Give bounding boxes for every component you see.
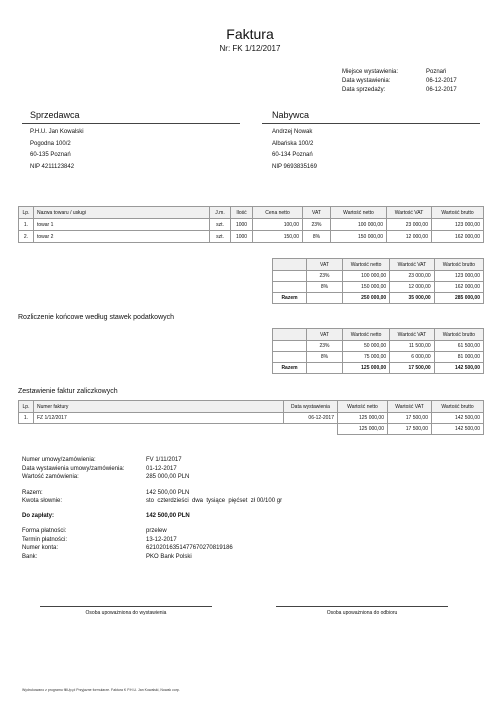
seller-nip: NIP 4211123842 (30, 163, 75, 170)
buyer-city: 60-134 Poznań (272, 152, 313, 158)
cell (284, 424, 338, 435)
col-vat: VAT (303, 207, 331, 219)
items-header-row (19, 207, 484, 219)
order-number-row (22, 456, 282, 465)
cell: 150 000,00 (343, 282, 390, 293)
total-label: Razem (273, 363, 307, 374)
meta-value: Poznań (426, 69, 447, 75)
invoice-meta (342, 68, 457, 95)
cell: 100 000,00 (343, 271, 390, 282)
cell: szt. (210, 219, 231, 231)
advance-header-row (19, 401, 484, 413)
total-row (22, 489, 282, 498)
col-lp: Lp. (19, 401, 34, 413)
col-vat-value: Wartość VAT (390, 329, 435, 341)
table-row (19, 413, 484, 424)
label: Termin płatności: (22, 536, 68, 543)
col-vat-value: Wartość VAT (388, 401, 432, 413)
amount-in-words-row (22, 497, 282, 506)
label: Numer konta: (22, 545, 59, 551)
col-gross-value: Wartość brutto (434, 329, 483, 341)
value: 62102016351477670270819186 (146, 545, 233, 551)
col-vat-value: Wartość VAT (387, 207, 432, 219)
total-vat: 35 000,00 (390, 293, 435, 304)
cell (19, 424, 34, 435)
col-vat-value: Wartość VAT (390, 259, 435, 271)
value: 285 000,00 PLN (146, 474, 190, 480)
cell: 8% (307, 282, 343, 293)
advance-invoices-table (18, 400, 484, 435)
receiver-signature-label: Osoba upoważniona do odbioru (326, 610, 398, 616)
cell: 06-12-2017 (284, 413, 338, 424)
cell: 6 000,00 (390, 352, 435, 363)
meta-label: Data wystawienia: (342, 78, 391, 84)
payment-due-row (22, 536, 282, 545)
cell: 50 000,00 (343, 341, 390, 352)
col-vat: VAT (307, 329, 343, 341)
issuer-signature-label: Osoba upoważniona do wystawienia (85, 610, 167, 616)
label: Bank: (22, 553, 38, 560)
cell: 81 000,00 (434, 352, 483, 363)
seller-details (30, 127, 84, 173)
cell: 1000 (231, 219, 253, 231)
buyer-street: Albańska 100/2 (272, 140, 314, 147)
total-vat: 17 500,00 (388, 424, 432, 435)
cell: 150 000,00 (331, 231, 387, 243)
col-net-value: Wartość netto (343, 329, 390, 341)
order-value-row (22, 473, 282, 482)
receiver-signature-line (276, 606, 448, 607)
col-net-price: Cena netto (253, 207, 303, 219)
col-qty: Ilość (231, 207, 253, 219)
account-row (22, 544, 282, 553)
cell (307, 293, 343, 304)
cell: 23% (307, 271, 343, 282)
col-gross-value: Wartość brutto (432, 401, 484, 413)
seller-city: 60-135 Poznań (30, 152, 71, 158)
col-net-value: Wartość netto (343, 259, 390, 271)
seller-divider (22, 123, 240, 124)
cell: 123 000,00 (434, 271, 483, 282)
meta-issue-date (342, 77, 457, 86)
cell: 8% (307, 352, 343, 363)
total-vat: 17 500,00 (390, 363, 435, 374)
cell: 12 000,00 (390, 282, 435, 293)
label: Numer umowy/zamówienia: (22, 457, 96, 463)
col-lp: Lp. (19, 207, 34, 219)
cell: 150,00 (253, 231, 303, 243)
cell: 17 500,00 (388, 413, 432, 424)
cell: 1. (19, 413, 34, 424)
cell: 12 000,00 (387, 231, 432, 243)
cell: 23% (307, 341, 343, 352)
label: Razem: (22, 489, 43, 496)
total-gross: 285 000,00 (434, 293, 483, 304)
value: 13-12-2017 (146, 536, 177, 543)
value: 01-12-2017 (146, 465, 177, 472)
value: 142 500,00 PLN (146, 489, 190, 496)
cell: 125 000,00 (338, 413, 388, 424)
label: Wartość zamówienia: (22, 474, 79, 480)
total-net: 125 000,00 (338, 424, 388, 435)
cell: 162 000,00 (432, 231, 484, 243)
payment-summary (22, 456, 282, 561)
print-footer: Wydrukowano z programu fillUp.pl Przyjazne formularze. Faktura K P.H.U. Jan Kowalski, Nowak corp. (22, 688, 180, 692)
cell: szt. (210, 231, 231, 243)
advance-invoices-heading: Zestawienie faktur zaliczkowych (18, 388, 118, 395)
items-table (18, 206, 484, 243)
cell: 100 000,00 (331, 219, 387, 231)
buyer-heading: Nabywca (272, 110, 310, 120)
col-invoice-number: Numer faktury (34, 401, 284, 413)
seller-street: Pogodna 100/2 (30, 140, 71, 147)
total-gross: 142 500,00 (434, 363, 483, 374)
table-row (19, 219, 484, 231)
bank-row (22, 553, 282, 562)
seller-heading: Sprzedawca (30, 110, 80, 120)
table-row (273, 341, 484, 352)
col-gross-value: Wartość brutto (432, 207, 484, 219)
cell: FZ 1/12/2017 (34, 413, 284, 424)
cell: 100,00 (253, 219, 303, 231)
total-net: 125 000,00 (343, 363, 390, 374)
col-gross-value: Wartość brutto (434, 259, 483, 271)
total-label: Razem (273, 293, 307, 304)
meta-value: 06-12-2017 (426, 78, 457, 84)
col-name: Nazwa towaru / usługi (34, 207, 210, 219)
label: Do zapłaty: (22, 512, 55, 519)
label: Forma płatności: (22, 528, 67, 534)
meta-value: 06-12-2017 (426, 87, 457, 93)
value: FV 1/11/2017 (146, 457, 182, 463)
invoice-number: Nr: FK 1/12/2017 (219, 44, 281, 53)
cell: 11 500,00 (390, 341, 435, 352)
cell (273, 271, 307, 282)
total-row (273, 363, 484, 374)
meta-sale-date (342, 86, 457, 95)
cell: 142 500,00 (432, 413, 484, 424)
cell: 162 000,00 (434, 282, 483, 293)
cell: 23 000,00 (390, 271, 435, 282)
meta-label: Miejsce wystawienia: (342, 69, 399, 75)
meta-label: Data sprzedaży: (342, 87, 386, 93)
meta-place (342, 68, 457, 77)
total-row (273, 293, 484, 304)
cell: 61 500,00 (434, 341, 483, 352)
cell: towar 2 (34, 231, 210, 243)
table-row (273, 282, 484, 293)
cell (273, 352, 307, 363)
cell (273, 341, 307, 352)
total-row (19, 424, 484, 435)
cell: 2. (19, 231, 34, 243)
cell (307, 363, 343, 374)
table-row (19, 231, 484, 243)
final-settlement-table (272, 328, 484, 374)
order-date-row (22, 465, 282, 474)
col-vat: VAT (307, 259, 343, 271)
label: Kwota słownie: (22, 498, 63, 504)
buyer-details (272, 127, 317, 173)
cell: 23% (303, 219, 331, 231)
issuer-signature-line (40, 606, 212, 607)
cell: 123 000,00 (432, 219, 484, 231)
buyer-nip: NIP 9693835169 (272, 163, 317, 170)
label: Data wystawienia umowy/zamówienia: (22, 465, 125, 472)
col-net-value: Wartość netto (338, 401, 388, 413)
col-issue-date: Data wystawienia (284, 401, 338, 413)
buyer-name: Andrzej Nowak (272, 129, 313, 135)
cell: 8% (303, 231, 331, 243)
cell: 1000 (231, 231, 253, 243)
total-gross: 142 500,00 (432, 424, 484, 435)
col-empty (273, 329, 307, 341)
seller-name: P.H.U. Jan Kowalski (30, 129, 84, 135)
payment-form-row (22, 527, 282, 536)
to-pay-row (22, 512, 282, 521)
table-row (273, 271, 484, 282)
total-net: 250 000,00 (343, 293, 390, 304)
cell: 1. (19, 219, 34, 231)
cell: 75 000,00 (343, 352, 390, 363)
value: sto czterdzieści dwa tysiące pięćset zł 00/100 gr (146, 498, 283, 504)
cell (34, 424, 284, 435)
final-settlement-header-row (273, 329, 484, 341)
cell: towar 1 (34, 219, 210, 231)
final-settlement-heading: Rozliczenie końcowe według stawek podatkowych (18, 314, 175, 321)
cell: 23 000,00 (387, 219, 432, 231)
vat-summary-header-row (273, 259, 484, 271)
col-net-value: Wartość netto (331, 207, 387, 219)
col-unit: J.m. (210, 207, 231, 219)
cell (273, 282, 307, 293)
value: PKO Bank Polski (146, 553, 192, 560)
buyer-divider (262, 123, 480, 124)
col-empty (273, 259, 307, 271)
document-title: Faktura (226, 26, 274, 42)
value: przelew (146, 528, 167, 534)
table-row (273, 352, 484, 363)
vat-summary-table (272, 258, 484, 304)
value: 142 500,00 PLN (146, 512, 190, 519)
